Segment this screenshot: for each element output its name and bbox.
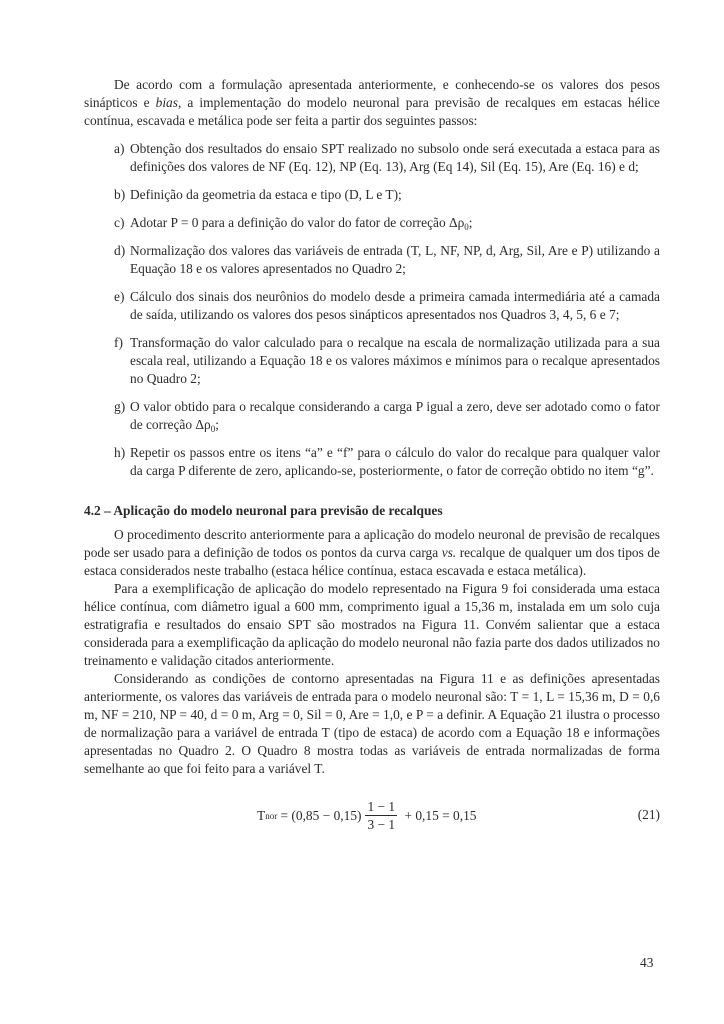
step-item	[84, 186, 660, 204]
section-paragraph-1	[84, 526, 660, 580]
equation-middle: = (0,85 − 0,15)	[277, 807, 362, 823]
step-item	[84, 288, 660, 324]
step-text: O valor obtido para o recalque considerando a carga P igual a zero, deve ser adotado como o fator de correção Δρ	[130, 399, 660, 432]
fraction-numerator: 1 − 1	[367, 799, 396, 814]
step-item	[84, 242, 660, 278]
step-text-end: ;	[215, 417, 219, 432]
step-marker: h)	[114, 445, 126, 460]
equation-fraction	[365, 798, 397, 833]
step-marker: d)	[114, 243, 126, 258]
step-marker: f)	[114, 335, 123, 350]
step-text: Transformação do valor calculado para o recalque na escala de normalização utilizada para a sua escala real, utilizando a Equação 18 e os valores máximos e mínimos para o recalque apresentados no Quadro 2;	[130, 335, 660, 386]
step-text: Definição da geometria da estaca e tipo (D, L e T);	[130, 187, 402, 202]
step-item	[84, 398, 660, 434]
equation-lhs: T	[257, 807, 266, 823]
step-text: Normalização dos valores das variáveis de entrada (T, L, NF, NP, d, Arg, Sil, Are e P) utilizando a Equação 18 e os valores apresentados no Quadro 2;	[130, 243, 660, 276]
section-heading: 4.2 – Aplicação do modelo neuronal para previsão de recalques	[84, 503, 443, 518]
para1-emphasis: vs.	[441, 545, 457, 560]
step-marker: e)	[114, 289, 125, 304]
page-number: 43	[640, 955, 654, 970]
steps-list	[84, 140, 660, 480]
step-subscript: 0	[210, 424, 216, 434]
step-marker: b)	[114, 187, 126, 202]
equation-21	[84, 792, 660, 840]
step-text: Repetir os passos entre os itens “a” e “f” para o cálculo do valor do recalque para qualquer valor da carga P diferente de zero, aplicando-se, posteriormente, o fator de correção obtido no item “g”.	[130, 445, 660, 478]
intro-text-2: , a implementação do modelo neuronal para previsão de recalques em estacas hélice contínua, escavada e metálica pode ser feita a partir dos seguintes passos:	[84, 95, 660, 128]
para1-text-1: O procedimento descrito anteriormente para a aplicação do modelo neuronal de previsão de recalques pode ser usado para a definição de todos os pontos da curva carga	[84, 527, 660, 560]
step-item	[84, 214, 660, 232]
step-subscript: 0	[464, 222, 469, 232]
step-item	[84, 334, 660, 388]
page-content	[84, 76, 660, 840]
equation-number: (21)	[637, 807, 660, 822]
equation-body: T nor = (0,85 − 0,15) $\frac{1 - 1}{3 - 1}$ + 0,15 = 0,15	[257, 799, 477, 832]
step-item	[84, 140, 660, 176]
step-text-end: ;	[468, 215, 473, 230]
para1-text-2: recalque de qualquer um dos tipos de estaca considerados neste trabalho (estaca hélice contínua, estaca escavada e estaca metálica).	[84, 545, 660, 578]
fraction-denominator: 3 − 1	[367, 817, 396, 832]
section-paragraph-3: Considerando as condições de contorno apresentadas na Figura 11 e as definições apresentadas anteriormente, os valores das variáveis de entrada para o modelo neuronal são: T = 1, L = 15,36 m, D = 0,6 m, NF = 210, NP = 40, d = 0 m, Arg = 0, Sil = 0, Are = 1,0, e P = a definir. A Equação 21 ilustra o processo de normalização para a variável de entrada T (tipo de estaca) de acordo com a Equação 18 e informações apresentadas no Quadro 2. O Quadro 8 mostra todas as variáveis de entrada normalizadas de forma semelhante ao que foi feito para a variável T.	[84, 671, 660, 776]
equation-rhs: + 0,15 = 0,15	[401, 807, 477, 823]
section-paragraph-2: Para a exemplificação de aplicação do modelo representado na Figura 9 foi considerada uma estaca hélice contínua, com diâmetro igual a 600 mm, comprimento igual a 15,36 m, instalada em um solo cuja estratigrafia e resultados do ensaio SPT são mostrados na Figura 11. Convém salientar que a estaca considerada para a exemplificação da aplicação do modelo neuronal não fazia parte dos dados utilizados no treinamento e validação citados anteriormente.	[84, 581, 660, 668]
intro-text-1: De acordo com a formulação apresentada anteriormente, e conhecendo-se os valores dos pesos sinápticos e	[84, 77, 660, 110]
intro-emphasis: bias	[155, 95, 178, 110]
step-marker: g)	[114, 399, 126, 414]
step-text: Cálculo dos sinais dos neurônios do modelo desde a primeira camada intermediária até a camada de saída, utilizando os valores dos pesos sinápticos apresentados nos Quadros 3, 4, 5, 6 e 7;	[130, 289, 660, 322]
step-item	[84, 444, 660, 480]
intro-paragraph	[84, 76, 660, 130]
step-marker: a)	[114, 141, 125, 156]
step-text: Obtenção dos resultados do ensaio SPT realizado no subsolo onde será executada a estaca para as definições dos valores de NF (Eq. 12), NP (Eq. 13), Arg (Eq 14), Sil (Eq. 15), Are (Eq. 16) e d;	[130, 141, 660, 174]
step-marker: c)	[114, 215, 125, 230]
step-text: Adotar P = 0 para a definição do valor do fator de correção Δρ	[130, 215, 465, 230]
